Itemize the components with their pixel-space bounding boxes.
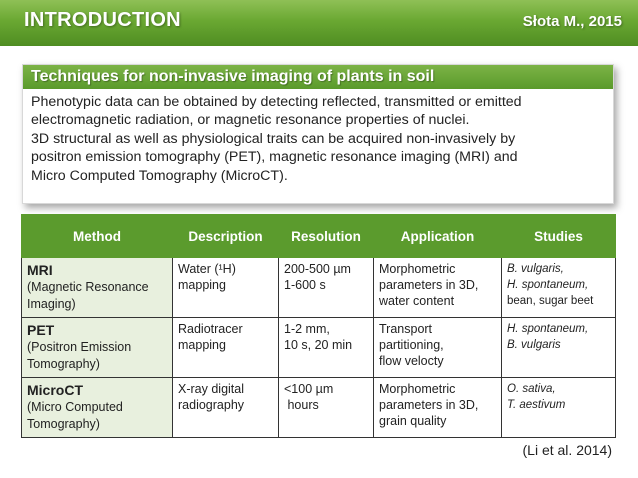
cell-line: partitioning,	[379, 338, 444, 352]
header-bar	[0, 0, 638, 46]
method-full-name: (Micro Computed	[27, 400, 123, 414]
cell-line: B. vulgaris,	[507, 263, 564, 275]
cell-line: mapping	[178, 338, 226, 352]
application-cell	[374, 378, 502, 438]
cell-line: Radiotracer	[178, 322, 243, 336]
citation: (Li et al. 2014)	[522, 442, 612, 458]
description-cell	[173, 318, 279, 378]
cell-line: 1-600 s	[284, 278, 326, 292]
info-line: Micro Computed Tomography (MicroCT).	[31, 167, 288, 184]
cell-line: mapping	[178, 278, 226, 292]
cell-line: <100 µm	[284, 382, 334, 396]
resolution-cell	[279, 378, 374, 438]
description-cell	[173, 258, 279, 318]
cell-line: O. sativa,	[507, 383, 556, 395]
cell-line: Morphometric	[379, 262, 456, 276]
cell-line: B. vulgaris	[507, 339, 561, 351]
col-header-studies: Studies	[502, 215, 616, 258]
table-row	[22, 378, 616, 438]
cell-line: Transport	[379, 322, 433, 336]
cell-line: 10 s, 20 min	[284, 338, 353, 352]
info-line: electromagnetic radiation, or magnetic resonance properties of nuclei.	[31, 112, 470, 129]
application-cell	[374, 258, 502, 318]
method-name: MRI	[27, 262, 53, 278]
info-box-body	[23, 89, 613, 185]
cell-line: Morphometric	[379, 382, 456, 396]
info-line: positron emission tomography (PET), magnetic resonance imaging (MRI) and	[31, 149, 518, 166]
col-header-application: Application	[374, 215, 502, 258]
method-full-name: Tomography)	[27, 417, 100, 431]
application-cell	[374, 318, 502, 378]
method-cell	[22, 378, 173, 438]
resolution-cell	[279, 318, 374, 378]
cell-line: H. spontaneum,	[507, 279, 589, 291]
info-box-title: Techniques for non-invasive imaging of plants in soil	[23, 65, 613, 89]
method-cell	[22, 318, 173, 378]
methods-table	[21, 214, 616, 438]
method-full-name: (Magnetic Resonance	[27, 280, 149, 294]
studies-cell	[502, 258, 616, 318]
studies-cell	[502, 318, 616, 378]
cell-line: water content	[379, 294, 455, 308]
cell-line: 1-2 mm,	[284, 322, 330, 336]
cell-line: bean, sugar beet	[507, 295, 594, 307]
cell-line: Water (¹H)	[178, 262, 236, 276]
method-full-name: (Positron Emission	[27, 340, 132, 354]
cell-line: radiography	[178, 398, 245, 412]
cell-line: X-ray digital	[178, 382, 244, 396]
col-header-method: Method	[22, 215, 173, 258]
cell-line: grain quality	[379, 414, 447, 428]
info-line: Phenotypic data can be obtained by detecting reflected, transmitted or emitted	[31, 94, 522, 110]
slide-title: INTRODUCTION	[24, 9, 181, 31]
method-full-name: Imaging)	[27, 297, 76, 311]
cell-line: T. aestivum	[507, 399, 566, 411]
author-credit: Słota M., 2015	[522, 13, 622, 30]
col-header-description: Description	[173, 215, 279, 258]
table-header-row	[22, 215, 616, 258]
col-header-resolution: Resolution	[279, 215, 374, 258]
method-name: MicroCT	[27, 382, 83, 398]
cell-line: 200-500 µm	[284, 262, 351, 276]
table-row	[22, 318, 616, 378]
cell-line: hours	[284, 398, 319, 412]
method-cell	[22, 258, 173, 318]
info-line: 3D structural as well as physiological traits can be acquired non-invasively by	[31, 130, 516, 147]
cell-line: parameters in 3D,	[379, 398, 479, 412]
cell-line: flow velocty	[379, 354, 444, 368]
cell-line: H. spontaneum,	[507, 323, 589, 335]
table-row	[22, 258, 616, 318]
resolution-cell	[279, 258, 374, 318]
method-full-name: Tomography)	[27, 357, 100, 371]
info-box	[22, 64, 614, 204]
studies-cell	[502, 378, 616, 438]
cell-line: parameters in 3D,	[379, 278, 479, 292]
description-cell	[173, 378, 279, 438]
method-name: PET	[27, 322, 55, 338]
